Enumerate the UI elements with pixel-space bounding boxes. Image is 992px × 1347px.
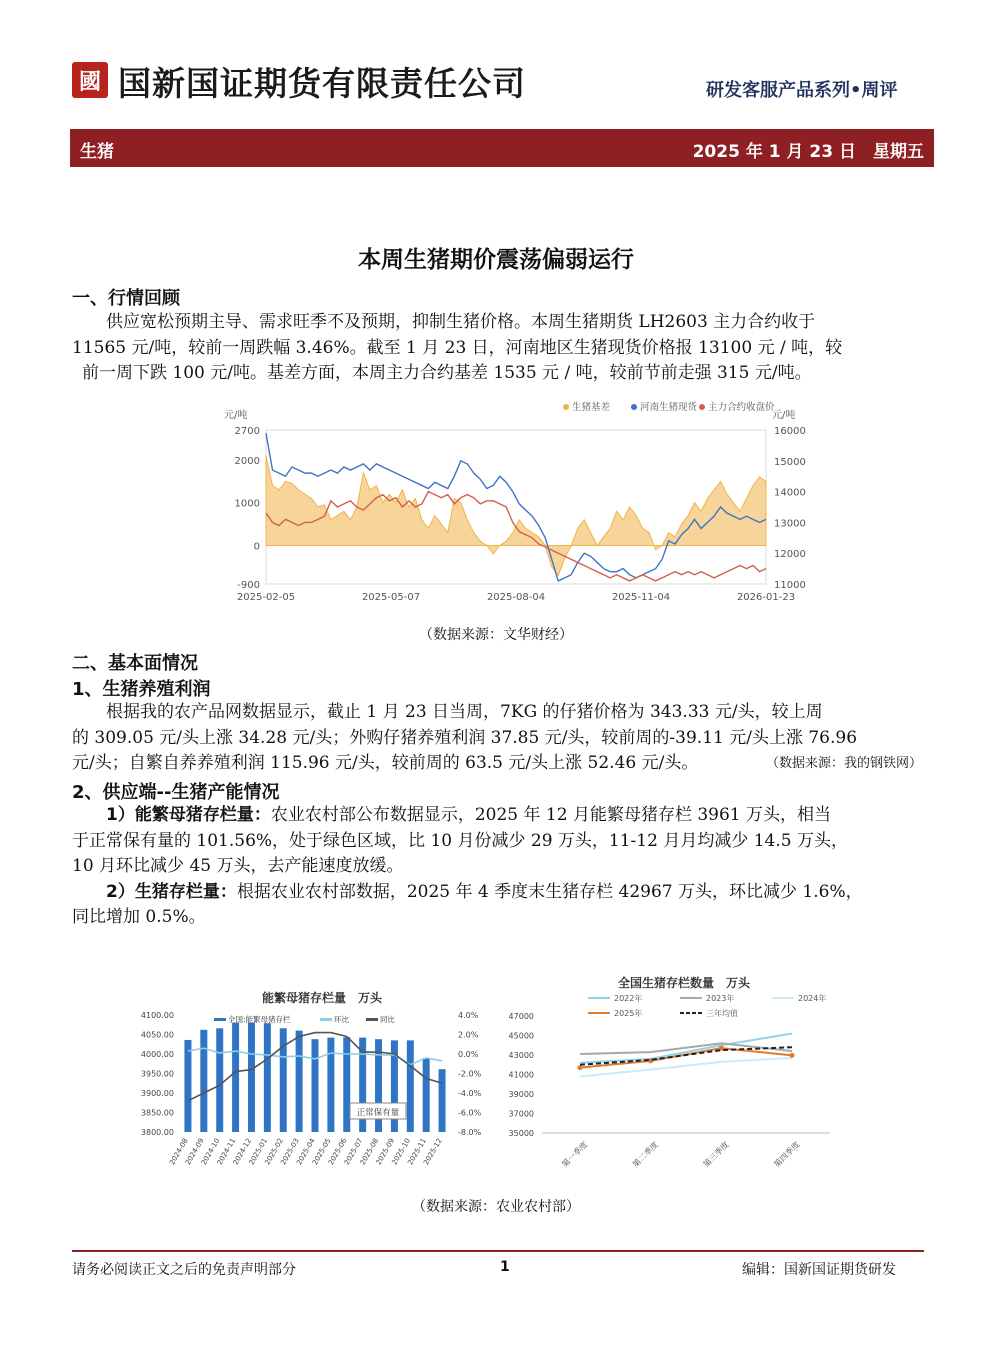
sow-inventory-chart [132, 985, 492, 1185]
x-tick-label: 2025-08-04 [486, 592, 546, 603]
left-axis-unit: 元/吨 [224, 410, 248, 421]
right-tick-label: 15000 [774, 456, 806, 468]
legend-marker [563, 404, 569, 410]
x-tick-label: 2025-05 [311, 1137, 333, 1167]
category-label: 生猪 [80, 142, 114, 162]
legend-label: 全国:能繁母猪存栏 [228, 1015, 291, 1024]
profit-paragraph [72, 700, 922, 777]
left-tick-label: 1000 [234, 498, 260, 510]
legend-label: 生猪基差 [572, 402, 611, 413]
x-tick-label: 2025-12 [422, 1137, 444, 1167]
x-tick-label: 2025-03 [279, 1137, 301, 1167]
right-tick-label: 0.0% [458, 1050, 479, 1059]
x-tick-label: 2025-11-04 [611, 592, 671, 603]
right-tick-label: -6.0% [458, 1108, 482, 1118]
y-tick-label: 39000 [508, 1090, 534, 1099]
sow-paragraph [72, 803, 922, 931]
y-tick-label: 47000 [508, 1012, 534, 1021]
price-line [266, 433, 766, 581]
x-tick-label: 2025-10 [390, 1137, 413, 1167]
legend-marker [320, 1018, 332, 1021]
bar [327, 1038, 334, 1132]
text-line: 供应宽松预期主导、需求旺季不及预期，抑制生猪价格。本周生猪期货 LH2603 主力合约收于 [106, 312, 816, 332]
x-tick-label: 2025-01 [247, 1137, 270, 1167]
bar [248, 1023, 255, 1132]
basis-price-chart [222, 398, 812, 610]
bar [216, 1028, 223, 1132]
series-point [578, 1065, 583, 1070]
text-line: 10 月环比减少 45 万头，去产能速度放缓。 [72, 856, 404, 876]
hog-inventory-chart [500, 970, 850, 1185]
x-tick-label: 2025-02 [263, 1137, 285, 1167]
right-tick-label: 4.0% [458, 1011, 479, 1020]
report-series: 研发客服产品系列•周评 [706, 80, 898, 101]
bar [264, 1023, 271, 1132]
text-line: 11565 元/吨，较前一周跌幅 3.46%。截至 1 月 23 日，河南地区生猪现货价格报 13100 元 / 吨，较 [72, 337, 843, 358]
subsection-heading: 1、生猪养殖利润 [72, 679, 211, 700]
x-tick-label: 2025-05-07 [361, 592, 421, 603]
legend-label: 环比 [334, 1015, 349, 1024]
company-name: 国新国证期货有限责任公司 [118, 64, 526, 103]
x-tick-label: 2024-10 [199, 1137, 222, 1167]
company-logo-icon: 國 [72, 62, 108, 98]
right-tick-label: 2.0% [458, 1030, 479, 1040]
x-tick-label: 2025-08 [358, 1137, 381, 1167]
market-review-paragraph [72, 310, 922, 387]
x-tick-label: 2025-02-05 [236, 592, 296, 603]
x-tick-label: 2025-04 [295, 1137, 317, 1167]
legend-label: 2024年 [798, 994, 827, 1003]
plot-frame [266, 430, 766, 584]
right-tick-label: -2.0% [458, 1069, 482, 1079]
x-tick-label: 第三季度 [701, 1140, 731, 1170]
page-title: 本周生猪期价震荡偏弱运行 [358, 247, 634, 273]
left-tick-label: 3900.00 [140, 1089, 174, 1098]
footer-divider [72, 1250, 924, 1252]
chart-title: 全国生猪存栏数量 万头 [618, 976, 751, 990]
sow-label: 1）能繁母猪存栏量： [106, 805, 271, 825]
bar [184, 1040, 191, 1132]
right-tick-label: -4.0% [458, 1089, 482, 1098]
y-tick-label: 37000 [508, 1109, 534, 1119]
legend-label: 2025年 [614, 1009, 643, 1018]
bar [200, 1030, 207, 1132]
bar [312, 1039, 319, 1132]
text-line: 于正常保有量的 101.56%，处于绿色区域，比 10 月份减少 29 万头，11-12 月月均减少 14.5 万头， [72, 830, 848, 851]
right-tick-label: 12000 [774, 549, 806, 561]
legend-label: 2022年 [614, 994, 643, 1003]
x-tick-label: 2024-08 [168, 1137, 190, 1167]
x-tick-label: 2025-09 [374, 1137, 397, 1167]
right-tick-label: 11000 [774, 580, 806, 591]
chart-source: （数据来源：文华财经） [419, 627, 573, 643]
right-tick-label: 16000 [774, 426, 806, 437]
right-tick-label: 14000 [774, 487, 806, 499]
left-tick-label: 3950.00 [140, 1069, 174, 1079]
legend-marker [631, 404, 637, 410]
text-line: 1）能繁母猪存栏量：农业农村部公布数据显示，2025 年 12 月能繁母猪存栏 3961 万头，相当 [106, 805, 832, 825]
report-date: 2025 年 1 月 23 日 星期五 [692, 142, 924, 162]
subsection-heading: 2、供应端--生猪产能情况 [72, 782, 280, 803]
bar [232, 1023, 239, 1132]
legend-label: 同比 [380, 1015, 395, 1024]
legend-marker [699, 404, 705, 410]
left-tick-label: 4100.00 [140, 1011, 174, 1020]
x-tick-label: 第四季度 [772, 1140, 802, 1170]
left-tick-label: 2000 [234, 455, 260, 467]
text-line: 2）生猪存栏量：根据农业农村部数据，2025 年 4 季度末生猪存栏 42967 万头，环比减少 1.6%， [106, 881, 863, 902]
text-line: 根据我的农产品网数据显示，截止 1 月 23 日当周，7KG 的仔猪价格为 343.33 元/头，较上周 [106, 702, 823, 722]
series-line [580, 1047, 792, 1065]
y-tick-label: 35000 [508, 1129, 534, 1138]
legend-label: 河南生猪现货 [640, 402, 698, 413]
right-tick-label: -8.0% [458, 1128, 482, 1137]
x-tick-label: 第二季度 [631, 1140, 661, 1170]
disclaimer-note: 请务必阅读正文之后的免责声明部分 [72, 1262, 296, 1278]
left-tick-label: 0 [253, 541, 260, 553]
legend-marker [214, 1018, 226, 1021]
x-tick-label: 第一季度 [560, 1140, 590, 1170]
left-tick-label: 2700 [234, 426, 260, 437]
text-line: 前一周下跌 100 元/吨。基差方面，本周主力合约基差 1535 元 / 吨，较前节前走强 315 元/吨。 [82, 363, 812, 383]
legend-marker [366, 1018, 378, 1021]
inventory-label: 2）生猪存栏量： [106, 881, 237, 902]
right-axis-unit: 元/吨 [772, 410, 796, 421]
series-point [790, 1053, 795, 1058]
x-tick-label: 2025-07 [342, 1137, 365, 1167]
basis-area [266, 456, 766, 576]
left-tick-label: 4050.00 [140, 1030, 174, 1040]
bar [423, 1058, 430, 1132]
text-line: 元/头；自繁自养养殖利润 115.96 元/头，较前周的 63.5 元/头上涨 52.46 元/头。 （数据来源：我的钢铁网） [72, 751, 922, 777]
bar [343, 1037, 350, 1132]
section-heading: 一、行情回顾 [72, 288, 180, 309]
section-heading: 二、基本面情况 [72, 653, 198, 674]
editor-note: 编辑：国新国证期货研发 [742, 1262, 896, 1278]
legend-label: 2023年 [706, 994, 735, 1003]
x-tick-label: 2025-11 [406, 1137, 428, 1167]
left-tick-label: -900 [237, 580, 260, 591]
y-tick-label: 43000 [508, 1051, 534, 1060]
text-line: 同比增加 0.5%。 [72, 907, 206, 927]
x-tick-label: 2026-01-23 [736, 592, 796, 603]
left-tick-label: 3850.00 [140, 1108, 174, 1118]
bar [439, 1069, 446, 1132]
x-tick-label: 2024-12 [231, 1137, 254, 1167]
left-tick-label: 4000.00 [140, 1050, 174, 1059]
bar [407, 1040, 414, 1132]
y-tick-label: 41000 [508, 1070, 534, 1080]
y-tick-label: 45000 [508, 1031, 534, 1041]
x-tick-label: 2025-06 [326, 1137, 349, 1167]
left-tick-label: 3800.00 [140, 1128, 174, 1137]
profit-source: （数据来源：我的钢铁网） [765, 756, 922, 771]
right-tick-label: 13000 [774, 518, 806, 530]
x-tick-label: 2024-11 [215, 1137, 238, 1167]
legend-label: 三年均值 [706, 1009, 738, 1018]
page-number: 1 [500, 1259, 510, 1275]
chart-source: （数据来源：农业农村部） [412, 1199, 580, 1215]
annotation-label: 正常保有量 [356, 1108, 400, 1118]
x-tick-label: 2024-09 [184, 1137, 206, 1167]
chart-title: 能繁母猪存栏量 万头 [262, 991, 383, 1005]
legend-label: 主力合约收盘价 [708, 402, 775, 413]
bar [296, 1031, 303, 1132]
text-line: 的 309.05 元/头上涨 34.28 元/头；外购仔猪养殖利润 37.85 元/头，较前周的-39.11 元/头上涨 76.96 [72, 727, 858, 748]
